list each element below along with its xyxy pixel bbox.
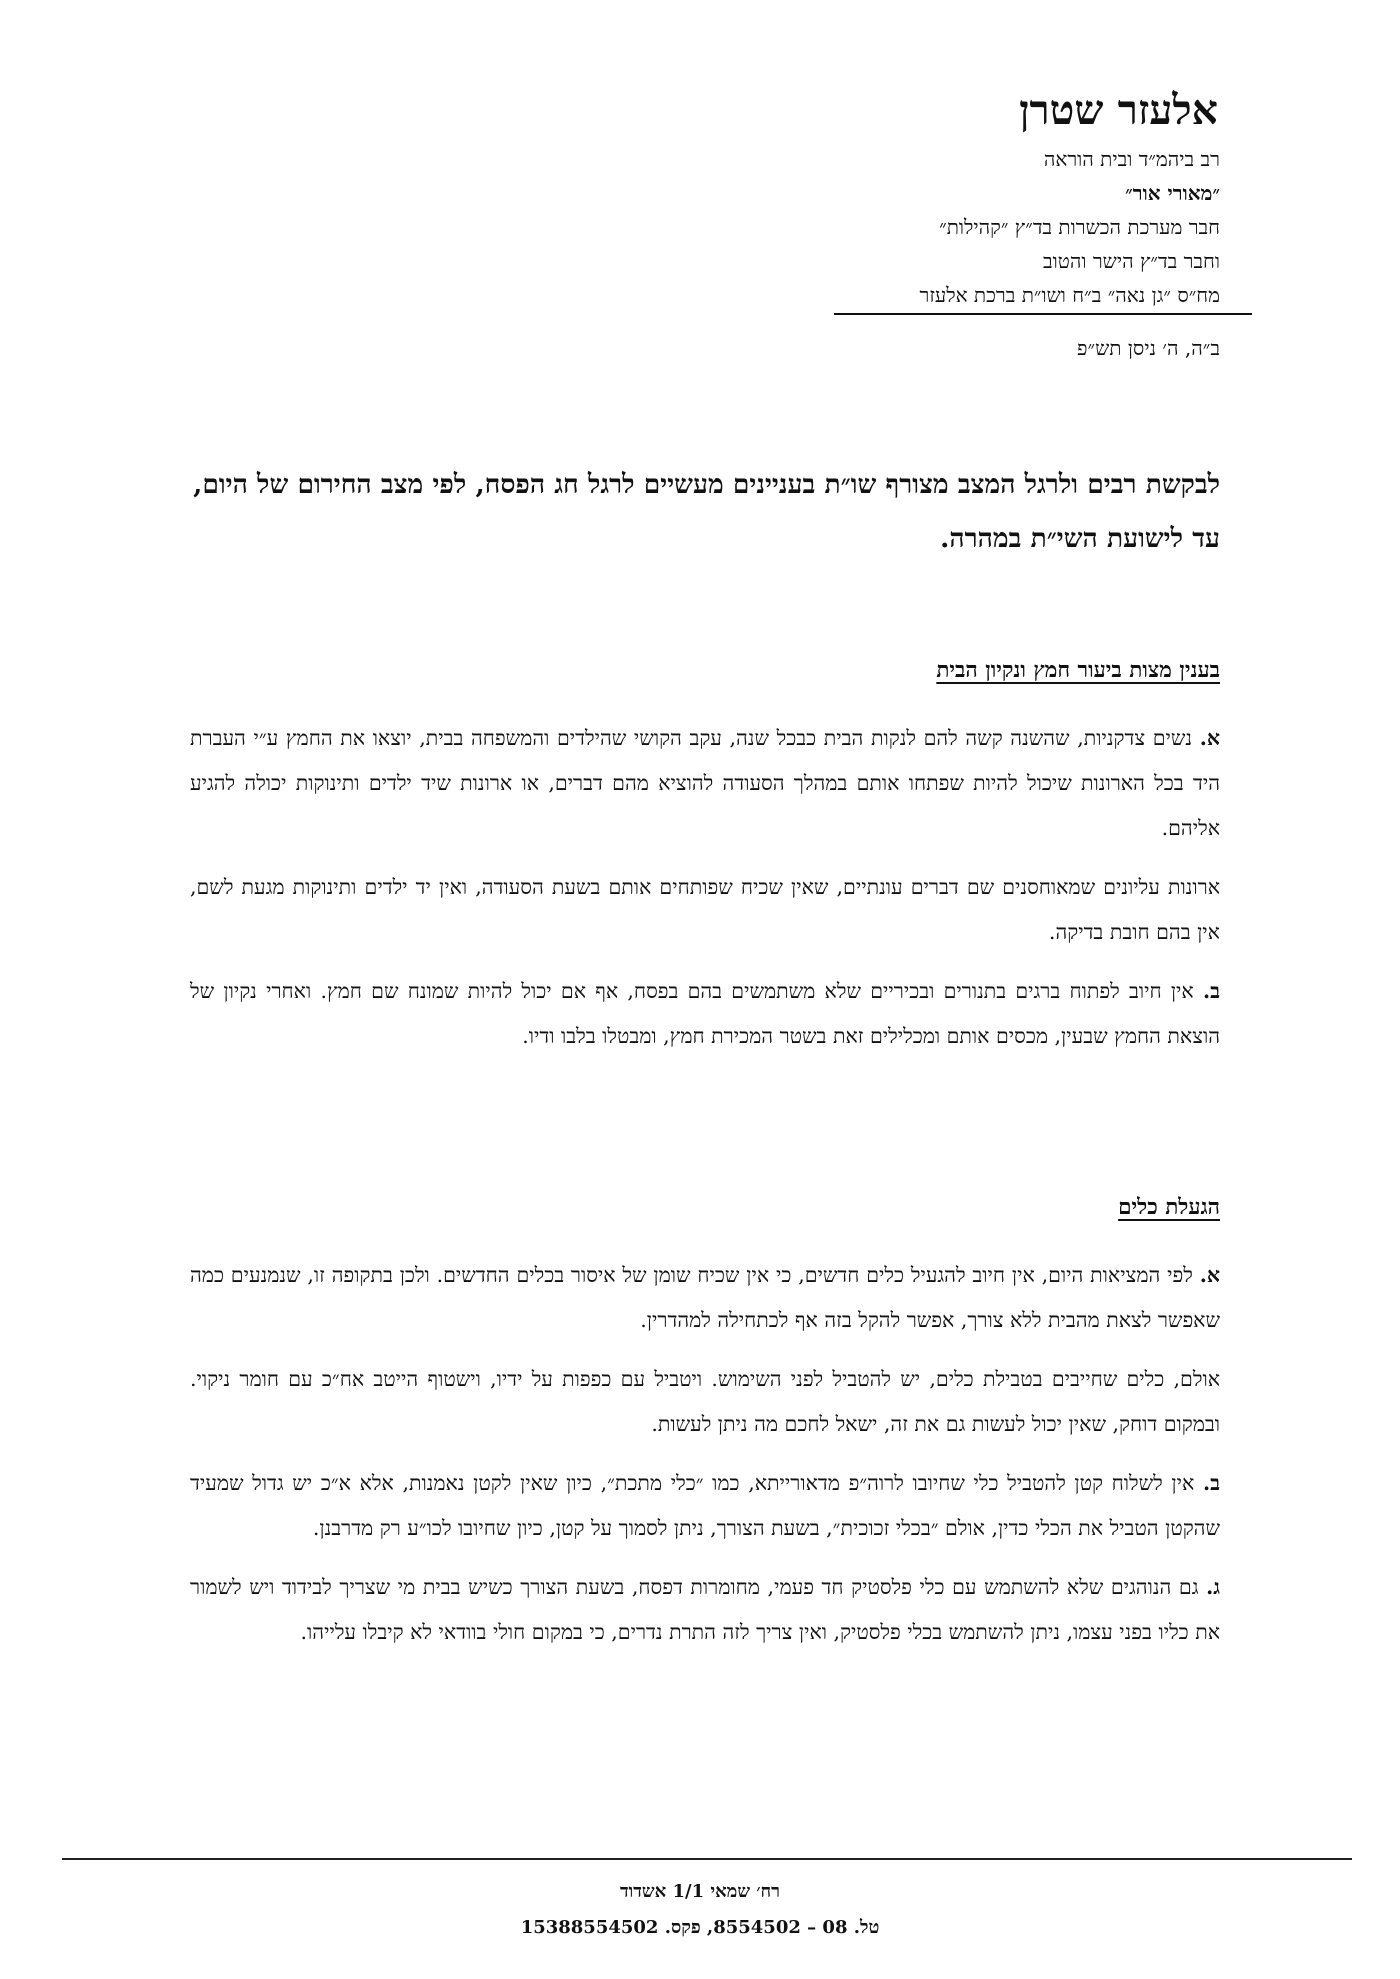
document-date: ב״ה, ה׳ ניסן תש״פ <box>1077 336 1220 360</box>
paragraph-letter: א. <box>1199 726 1220 750</box>
letterhead-title-line: חבר מערכת הכשרות בד״ץ ״קהילות״ <box>939 215 1220 239</box>
paragraph <box>190 1253 1220 1343</box>
paragraph-letter: ג. <box>1206 1575 1220 1599</box>
paragraph <box>190 865 1220 955</box>
paragraph-letter: ב. <box>1202 1471 1220 1495</box>
paragraph-text: אין חיוב לפתוח ברגים בתנורים ובכיריים שלא משתמשים בהם בפסח, אף אם יכול להיות שמונח שם חמץ. ואחרי נקיון של הוצאת החמץ שבעין, מכסים אותם ומכלילים זאת בשטר המכירת חמץ, ומבטלו בלבו ודיו. <box>190 979 1220 1048</box>
footer-address: רח׳ שמאי 1/1 אשדוד <box>619 1881 780 1902</box>
paragraph <box>190 1461 1220 1551</box>
paragraph-text: ארונות עליונים שמאוחסנים שם דברים עונתיים, שאין שכיח שפותחים אותם בשעת הסעודה, ואין יד ילדים ותינוקות מגעת לשם, אין בהם חובת בדיקה. <box>190 875 1220 944</box>
paragraph <box>190 1565 1220 1655</box>
letterhead-divider <box>834 313 1252 315</box>
paragraph-text: נשים צדקניות, שהשנה קשה להם לנקות הבית כבכל שנה, עקב הקושי שהילדים והמשפחה בבית, יוצאו את החמץ ע״י העברת היד בכל הארונות שיכול להיות שפתחו אותם במהלך הסעודה להוציא מהם דברים, או ארונות שיד ילדים ותינוקות יכולה להגיע אליהם. <box>190 726 1220 840</box>
paragraph-text: לפי המציאות היום, אין חיוב להגעיל כלים חדשים, כי אין שכיח שומן של איסור בכלים החדשים. ולכן בתקופה זו, שנמנעים כמה שאפשר לצאת מהבית ללא צורך, אפשר להקל בזה אף לכתחילה למהדרין. <box>190 1263 1220 1332</box>
paragraph-text: אין לשלוח קטן להטביל כלי שחיובו לרוה״פ מדאורייתא, כמו ״כלי מתכת״, כיון שאין לקטן נאמנות, אלא א״כ יש גדול שמעיד שהקטן הטביל את הכלי כדין, אולם ״בכלי זכוכית״, בשעת הצורך, ניתן לסמוך על קטן, כיון שחיובו לכו״ע רק מדרבנן. <box>190 1471 1220 1540</box>
section-title: הגעלת כלים <box>1118 1195 1220 1220</box>
paragraph <box>190 1357 1220 1447</box>
letterhead-title-line: וחבר בד״ץ הישר והטוב <box>1043 249 1220 273</box>
footer <box>0 1874 1400 1946</box>
letterhead <box>790 84 1220 312</box>
paragraph-letter: א. <box>1199 1263 1220 1287</box>
footer-divider <box>62 1858 1352 1860</box>
footer-phone: טל. 08 – 8554502, פקס. 15388554502 <box>520 1917 880 1938</box>
letterhead-name: אלעזר שטרן <box>1019 86 1218 134</box>
letterhead-title-line: רב ביהמ״ד ובית הוראה <box>1043 147 1220 171</box>
paragraph-text: גם הנוהגים שלא להשתמש עם כלי פלסטיק חד פעמי, מחומרות דפסח, בשעת הצורך כשיש בבית מי שצריך לבידוד ויש לשמור את כליו בפני עצמו, ניתן להשתמש בכלי פלסטיק, ואין צריך לזה התרת נדרים, כי במקום חולי בוודאי לא קיבלו עלייהו. <box>190 1575 1220 1644</box>
section-chametz <box>190 654 1220 1073</box>
section-title: בענין מצות ביעור חמץ ונקיון הבית <box>936 658 1220 683</box>
paragraph <box>190 716 1220 851</box>
letterhead-institution-line: ״מאורי אור״ <box>1125 181 1220 205</box>
paragraph-text: אולם, כלים שחייבים בטבילת כלים, יש להטביל לפני השימוש. ויטביל עם כפפות על ידיו, וישטוף הייטב אח״כ עם חומר ניקוי. ובמקום דוחק, שאין יכול לעשות גם את זה, ישאל לחכם מה ניתן לעשות. <box>190 1367 1220 1436</box>
paragraph-letter: ב. <box>1202 979 1220 1003</box>
section-hagalat-kelim <box>190 1191 1220 1669</box>
paragraph <box>190 969 1220 1059</box>
document-headline: לבקשת רבים ולרגל המצב מצורף שו״ת בעניינים מעשיים לרגל חג הפסח, לפי מצב החירום של היום, עד לישועת השי״ת במהרה. <box>193 469 1220 554</box>
letterhead-title-line: מח״ס ״גן נאה״ ב״ח ושו״ת ברכת אלעזר <box>919 283 1220 307</box>
